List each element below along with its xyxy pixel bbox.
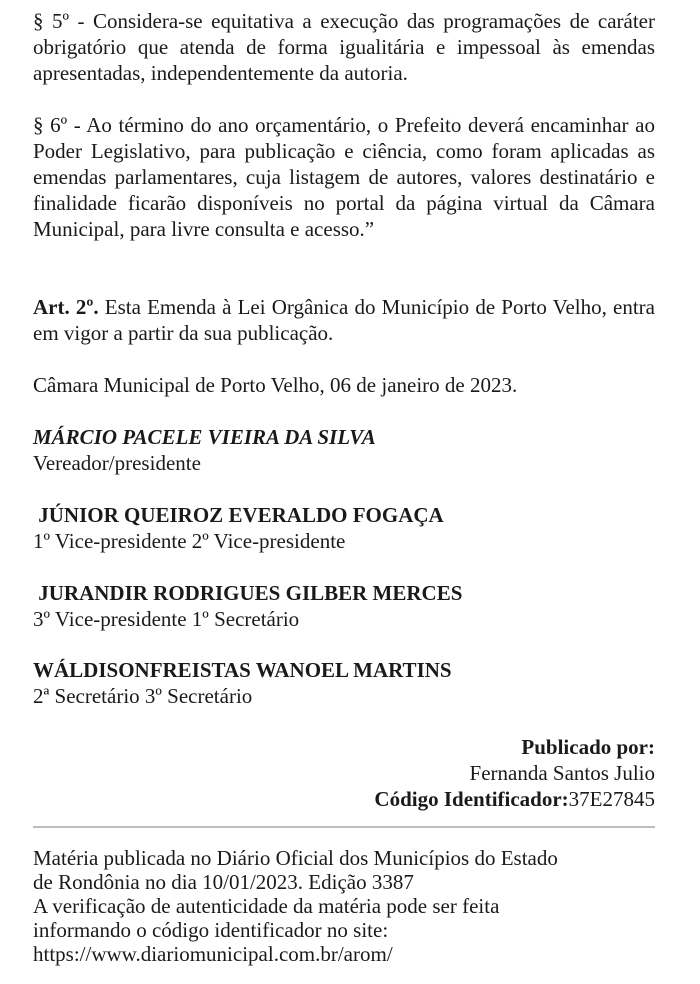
paragraph-6: § 6º - Ao término do ano orçamentário, o Prefeito deverá encaminhar ao Poder Legislativo, para publicação e ciência, como foram aplicadas as emendas parlamentares, cuja listagem de autores, valores destinatário e finalidade ficarão disponíveis no portal da página virtual da Câmara Municipal, para livre consulta e acesso.” [33, 113, 655, 241]
footer-url: https://www.diariomunicipal.com.br/arom/ [33, 942, 393, 966]
divider [33, 826, 655, 828]
code-value: 37E27845 [568, 787, 655, 811]
signatory-roles: 1º Vice-presidente 2º Vice-presidente [33, 529, 346, 553]
footer-line: de Rondônia no dia 10/01/2023. Edição 3387 [33, 870, 414, 894]
publisher-name: Fernanda Santos Julio [469, 761, 655, 785]
signatory-roles: Vereador/presidente [33, 451, 201, 475]
footer-line: A verificação de autenticidade da matéria pode ser feita [33, 894, 500, 918]
paragraph-5: § 5º - Considera-se equitativa a execução das programações de caráter obrigatório que atenda de forma igualitária e impessoal às emendas apresentadas, independentemente da autoria. [33, 9, 655, 85]
footer-line: informando o código identificador no site: [33, 918, 389, 942]
article-2-text: Esta Emenda à Lei Orgânica do Município de Porto Velho, entra em vigor a partir da sua publicação. [33, 295, 655, 345]
article-2 [33, 294, 655, 346]
article-2-label: Art. 2º. [33, 295, 99, 319]
published-by-label: Publicado por: [521, 735, 655, 759]
identifier-code [33, 786, 655, 812]
footer-note [33, 846, 655, 966]
signatory-names: MÁRCIO PACELE VIEIRA DA SILVA [33, 425, 376, 449]
signatory-block [33, 580, 655, 632]
signatory-block [33, 502, 655, 554]
signatory-block [33, 657, 655, 709]
publication-info [33, 734, 655, 812]
signatory-roles: 2ª Secretário 3º Secretário [33, 684, 253, 708]
footer-line: Matéria publicada no Diário Oficial dos Municípios do Estado [33, 846, 558, 870]
place-date: Câmara Municipal de Porto Velho, 06 de janeiro de 2023. [33, 373, 518, 397]
signatory-names: WÁLDISONFREISTAS WANOEL MARTINS [33, 658, 452, 682]
signatory-names: JÚNIOR QUEIROZ EVERALDO FOGAÇA [33, 503, 444, 527]
signatory-roles: 3º Vice-presidente 1º Secretário [33, 607, 300, 631]
code-label: Código Identificador: [374, 787, 569, 811]
signatory-block [33, 424, 655, 476]
signatory-names: JURANDIR RODRIGUES GILBER MERCES [33, 581, 463, 605]
